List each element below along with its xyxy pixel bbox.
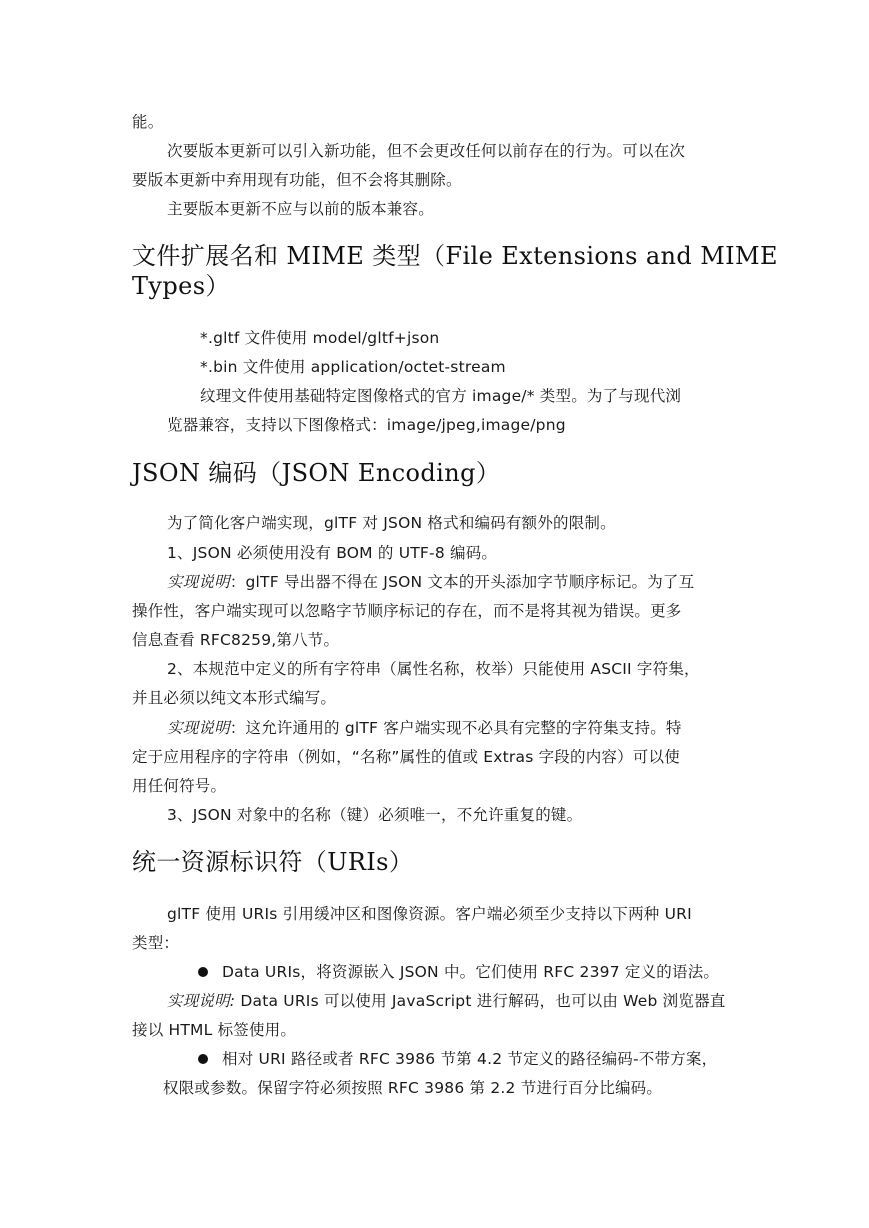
text-line: *.bin 文件使用 application/octet-stream xyxy=(200,358,506,376)
text-line: 能。 xyxy=(132,113,164,131)
text-line: 主要版本更新不应与以前的版本兼容。 xyxy=(167,200,434,218)
note-text: ：glTF 导出器不得在 JSON 文本的开头添加字节顺序标记。为了互 xyxy=(229,573,695,591)
note-label: 实现说明 xyxy=(167,719,230,737)
text-line: 纹理文件使用基础特定图像格式的官方 image/* 类型。为了与现代浏 xyxy=(200,387,682,405)
note-text: Data URIs 可以使用 JavaScript 进行解码，也可以由 Web 浏览器直 xyxy=(235,992,726,1010)
bullet-text: Data URIs，将资源嵌入 JSON 中。它们使用 RFC 2397 定义的语法。 xyxy=(222,963,720,981)
text-line: 要版本更新中弃用现有功能，但不会将其删除。 xyxy=(132,171,462,189)
text-line: 览器兼容，支持以下图像格式：image/jpeg,image/png xyxy=(167,416,566,434)
bullet-text-cont: 权限或参数。保留字符必须按照 RFC 3986 第 2.2 节进行百分比编码。 xyxy=(163,1079,663,1097)
note-line xyxy=(167,991,726,1011)
section-heading-json: JSON 编码（JSON Encoding） xyxy=(132,459,501,487)
text-line: 为了简化客户端实现，glTF 对 JSON 格式和编码有额外的限制。 xyxy=(167,514,616,532)
text-line: 接以 HTML 标签使用。 xyxy=(132,1021,297,1039)
text-line: glTF 使用 URIs 引用缓冲区和图像资源。客户端必须至少支持以下两种 URI xyxy=(167,905,692,923)
text-line: 并且必须以纯文本形式编写。 xyxy=(132,689,337,707)
bullet-icon xyxy=(198,967,208,977)
section-heading-uri: 统一资源标识符（URIs） xyxy=(132,848,414,876)
text-line: 信息查看 RFC8259,第八节。 xyxy=(132,631,340,649)
text-line: 操作性，客户端实现可以忽略字节顺序标记的存在，而不是将其视为错误。更多 xyxy=(132,602,682,620)
section-heading-mime: 文件扩展名和 MIME 类型（File Extensions and MIME xyxy=(132,242,778,270)
text-line: 1、JSON 必须使用没有 BOM 的 UTF-8 编码。 xyxy=(167,544,498,562)
note-label: 实现说明: xyxy=(167,992,236,1010)
bullet-icon xyxy=(198,1054,208,1064)
note-line xyxy=(167,572,694,592)
text-line: 定于应用程序的字符串（例如，“名称”属性的值或 Extras 字段的内容）可以使 xyxy=(132,748,680,766)
note-label: 实现说明 xyxy=(167,573,230,591)
note-text: ：这允许通用的 glTF 客户端实现不必具有完整的字符集支持。特 xyxy=(229,719,682,737)
text-line: 次要版本更新可以引入新功能，但不会更改任何以前存在的行为。可以在次 xyxy=(167,142,686,160)
text-line: 用任何符号。 xyxy=(132,777,227,795)
section-heading-mime-cont: Types） xyxy=(132,272,230,300)
text-line: 类型： xyxy=(132,934,180,952)
bullet-text: 相对 URI 路径或者 RFC 3986 节第 4.2 节定义的路径编码-不带方案， xyxy=(222,1050,718,1068)
text-line: *.gltf 文件使用 model/gltf+json xyxy=(200,329,440,347)
note-line xyxy=(167,718,682,738)
text-line: 3、JSON 对象中的名称（键）必须唯一，不允许重复的键。 xyxy=(167,806,583,824)
text-line: 2、本规范中定义的所有字符串（属性名称，枚举）只能使用 ASCII 字符集， xyxy=(167,660,700,678)
